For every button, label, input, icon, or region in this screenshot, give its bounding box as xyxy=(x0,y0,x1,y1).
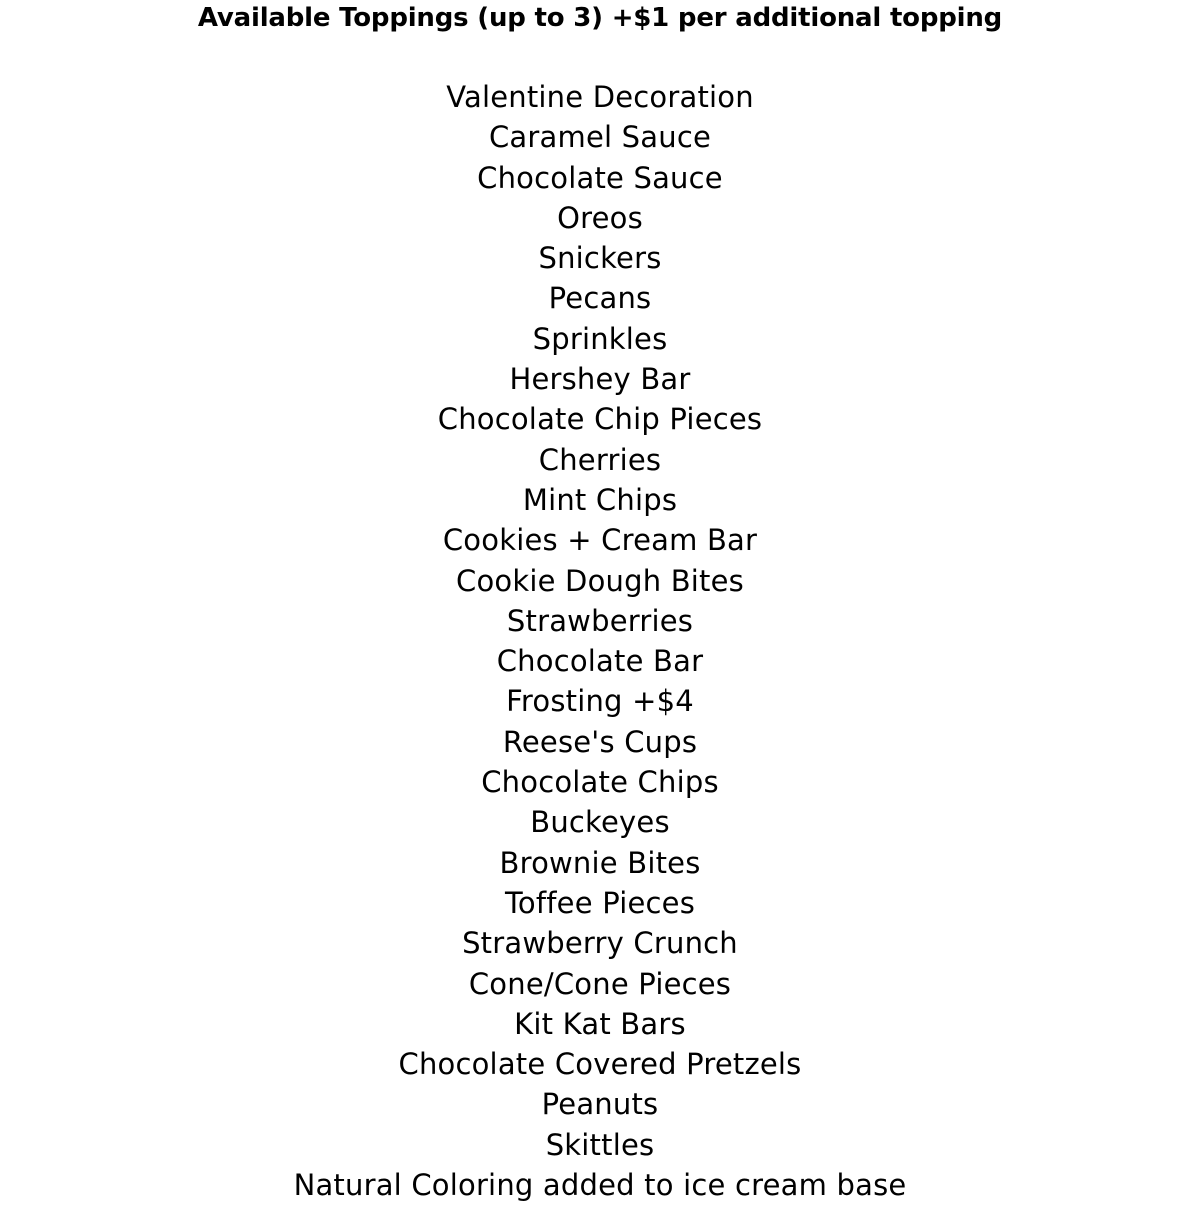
topping-item: Skittles xyxy=(545,1127,655,1162)
topping-item: Frosting +$4 xyxy=(506,684,694,719)
topping-item: Strawberry Crunch xyxy=(462,926,738,961)
topping-item: Chocolate Chips xyxy=(481,765,719,800)
topping-item: Buckeyes xyxy=(530,805,670,840)
topping-item: Hershey Bar xyxy=(509,362,691,397)
toppings-heading: Available Toppings (up to 3) +$1 per additional topping xyxy=(197,3,1003,33)
topping-item: Cherries xyxy=(538,442,662,477)
topping-item: Chocolate Covered Pretzels xyxy=(398,1047,802,1082)
topping-item: Mint Chips xyxy=(522,482,678,517)
topping-item: Strawberries xyxy=(506,603,694,638)
topping-item: Peanuts xyxy=(541,1087,659,1122)
topping-item: Caramel Sauce xyxy=(488,120,712,155)
toppings-list xyxy=(0,77,1200,1205)
topping-item: Snickers xyxy=(538,241,662,276)
topping-item: Sprinkles xyxy=(532,321,668,356)
topping-item: Brownie Bites xyxy=(499,845,701,880)
topping-item: Kit Kat Bars xyxy=(514,1006,686,1041)
topping-item: Valentine Decoration xyxy=(446,80,754,114)
topping-item: Cookies + Cream Bar xyxy=(442,523,758,558)
topping-item: Toffee Pieces xyxy=(504,885,696,920)
topping-item: Natural Coloring added to ice cream base xyxy=(293,1168,907,1203)
topping-item: Chocolate Bar xyxy=(496,644,704,679)
topping-item: Pecans xyxy=(548,281,652,316)
topping-item: Chocolate Sauce xyxy=(477,160,723,195)
topping-item: Cookie Dough Bites xyxy=(456,563,744,598)
topping-item: Cone/Cone Pieces xyxy=(468,966,732,1001)
topping-item: Chocolate Chip Pieces xyxy=(437,402,763,437)
topping-item: Oreos xyxy=(557,200,643,235)
topping-item: Reese's Cups xyxy=(502,724,698,759)
